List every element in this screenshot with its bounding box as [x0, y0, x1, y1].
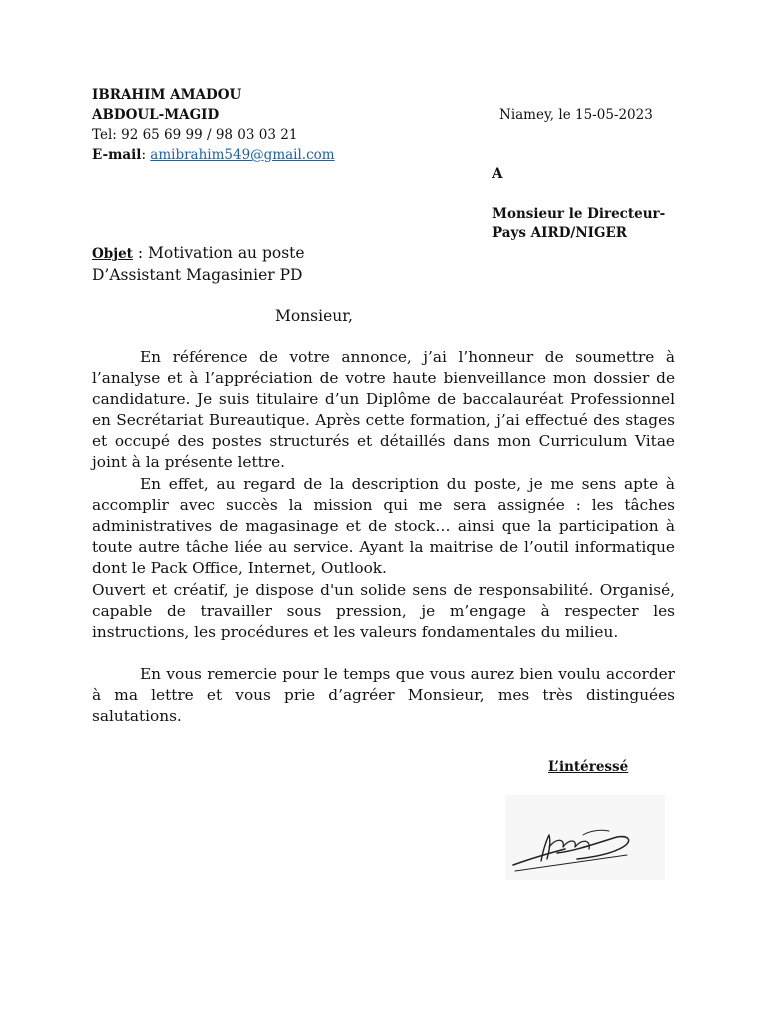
sender-email-row [92, 145, 335, 165]
recipient-line1: Monsieur le Directeur- [492, 206, 666, 222]
subject-line2: D’Assistant Magasinier PD [92, 266, 303, 284]
sender-phone: Tel: 92 65 69 99 / 98 03 03 21 [92, 127, 298, 143]
body-paragraph-2: En effet, au regard de la description du poste, je me sens apte à accomplir avec succès la mission qui me sera assignée : les tâches administratives de magasinage et de stock… ainsi que la participation à toute autre tâche liée au service. Ayant la maitrise de l’outil informatique dont le Pack Office, Internet, Outlook. [92, 475, 675, 577]
sender-name-line1: IBRAHIM AMADOU [92, 87, 242, 103]
email-link[interactable]: amibrahim549@gmail.com [150, 147, 335, 163]
subject-line1 [92, 243, 305, 265]
email-label: E-mail [92, 147, 142, 163]
closing-signoff: L’intéressé [548, 759, 629, 775]
subject-label: Objet [92, 246, 133, 262]
salutation: Monsieur, [275, 307, 353, 325]
subject-text1: Motivation au poste [148, 244, 305, 262]
email-separator: : [141, 147, 151, 163]
letter-date: Niamey, le 15-05-2023 [499, 107, 653, 123]
body-paragraph-3: Ouvert et créatif, je dispose d'un solide sens de responsabilité. Organisé, capable de travailler sous pression, je m’engage à respecter les instructions, les procédures et les valeurs fondamentales du milieu. [92, 581, 675, 641]
body-paragraph-4: En vous remercie pour le temps que vous aurez bien voulu accorder à ma lettre et vous prie d’agréer Monsieur, mes très distinguées salutations. [92, 665, 675, 725]
recipient-to: A [492, 166, 503, 182]
recipient-line2: Pays AIRD/NIGER [492, 225, 628, 241]
subject-separator: : [132, 244, 148, 262]
sender-name-line2: ABDOUL-MAGID [92, 107, 220, 123]
signature-image [505, 795, 665, 880]
body-paragraph-1: En référence de votre annonce, j’ai l’honneur de soumettre à l’analyse et à l’appréciation de votre haute bienveillance mon dossier de candidature. Je suis titulaire d’un Diplôme de baccalauréat Professionnel en Secrétariat Bureautique. Après cette formation, j’ai effectué des stages et occupé des postes structurés et détaillés dans mon Curriculum Vitae joint à la présente lettre. [92, 348, 675, 471]
